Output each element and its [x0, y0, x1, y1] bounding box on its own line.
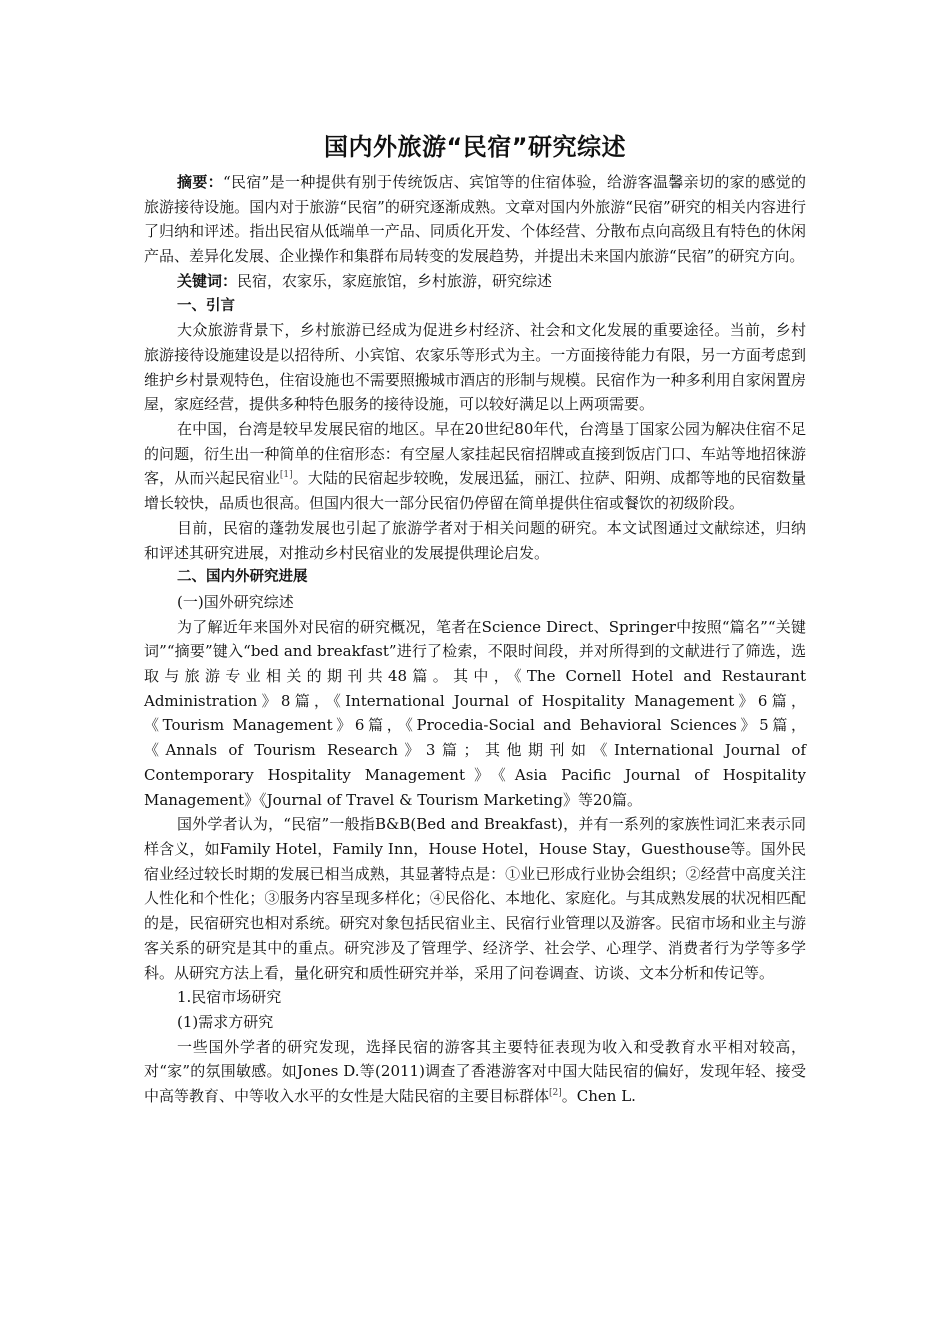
section2-paragraph-2: 国外学者认为，“民宿”一般指B&B(Bed and Breakfast)，并有一系列的家族性词汇来表示同样含义，如Family Hotel，Family Inn，House Hotel，House Stay，Guesthouse等。国外民宿业经过较长时期的发展已相当成熟，其显著特点是：①业已形成行业协会组织；②经营中高度关注人性化和个性化；③服务内容呈现多样化；④民俗化、本地化、家庭化。与其成熟发展的状况相匹配的是，民宿研究也相对系统。研究对象包括民宿业主、民宿行业管理以及游客。民宿市场和业主与游客关系的研究是其中的重点。研究涉及了管理学、经济学、社会学、心理学、消费者行为学等多学科。从研究方法上看，量化研究和质性研究并举，采用了问卷调查、访谈、文本分析和传记等。 [144, 815, 806, 982]
section1-p2-text-b: 。大陆的民宿起步较晚，发展迅猛，丽江、拉萨、阳朔、成都等地的民宿数量增长较快，品质也很高。但国内很大一部分民宿仍停留在简单提供住宿或餐饮的初级阶段。 [144, 469, 806, 513]
subsection-market-research: 1.民宿市场研究 [177, 988, 282, 1007]
subsection-demand-research: (1)需求方研究 [177, 1012, 274, 1031]
citation-2: [2] [549, 1088, 562, 1099]
section1-paragraph-2 [144, 417, 806, 516]
section2-paragraph-3 [144, 1035, 806, 1109]
section2-p3-text-b: 。Chen L. [561, 1087, 636, 1106]
document-page [144, 130, 806, 1109]
subsection-foreign-review: (一)国外研究综述 [177, 592, 294, 611]
abstract-text: “民宿”是一种提供有别于传统饭店、宾馆等的住宿体验，给游客温馨亲切的家的感觉的旅游接待设施。国内对于旅游“民宿”的研究逐渐成熟。文章对国内外旅游“民宿”研究的相关内容进行了归纳和评述。指出民宿从低端单一产品、同质化开发、个体经营、分散布点向高级且有特色的休闲产品、差异化发展、企业操作和集群布局转变的发展趋势，并提出未来国内旅游“民宿”的研究方向。 [144, 173, 806, 266]
section2-heading: 二、国内外研究进展 [177, 569, 308, 586]
keywords-label: 关键词： [177, 271, 238, 290]
section2-p3-text-a: 一些国外学者的研究发现，选择民宿的游客其主要特征表现为收入和受教育水平相对较高，对“家”的氛围敏感。如Jones D.等(2011)调查了香港游客对中国大陆民宿的偏好，发现年轻、接受中高等教育、中等收入水平的女性是大陆民宿的主要目标群体 [144, 1037, 806, 1106]
section1-heading: 一、引言 [177, 297, 235, 314]
section1-p2-text-a: 在中国，台湾是较早发展民宿的地区。早在20世纪80年代，台湾垦丁国家公园为解决住宿不足的问题，衍生出一种简单的住宿形态：有空屋人家挂起民宿招牌或直接到饭店门口、车站等地招徕游客，从而兴起民宿业 [144, 420, 806, 488]
abstract-label: 摘要： [177, 173, 223, 191]
section1-paragraph-1: 大众旅游背景下，乡村旅游已经成为促进乡村经济、社会和文化发展的重要途径。当前，乡村旅游接待设施建设是以招待所、小宾馆、农家乐等形式为主。一方面接待能力有限，另一方面考虑到维护乡村景观特色，住宿设施也不需要照搬城市酒店的形制与规模。民宿作为一种多利用自家闲置房屋，家庭经营，提供多种特色服务的接待设施，可以较好满足以上两项需要。 [144, 321, 806, 414]
keywords-paragraph [144, 269, 806, 294]
document-title: 国内外旅游“民宿”研究综述 [323, 133, 627, 161]
section2-paragraph-1: 为了解近年来国外对民宿的研究概况，笔者在Science Direct、Springer中按照“篇名”“关键词”“摘要”键入“bed and breakfast”进行了检索，不限时间段，并对所得到的文献进行了筛选，选取与旅游专业相关的期刊共48篇。其中，《The Cornell Hotel and Restaurant Administration》8篇，《International Journal of Hospitality Management》6篇，《Tourism Management》6篇，《Procedia-Social and Behavioral Sciences》5篇，《Annals of Tourism Research》3篇；其他期刊如《International Journal of Contemporary Hospitality Management》《Asia Pacific Journal of Hospitality Management》《Journal of Travel & Tourism Marketing》等20篇。 [144, 617, 806, 809]
keywords-text: 民宿，农家乐，家庭旅馆，乡村旅游，研究综述 [237, 271, 553, 290]
citation-1: [1] [279, 470, 293, 481]
section1-paragraph-3: 目前，民宿的蓬勃发展也引起了旅游学者对于相关问题的研究。本文试图通过文献综述，归纳和评述其研究进展，对推动乡村民宿业的发展提供理论启发。 [144, 518, 806, 562]
abstract-paragraph [144, 170, 806, 269]
